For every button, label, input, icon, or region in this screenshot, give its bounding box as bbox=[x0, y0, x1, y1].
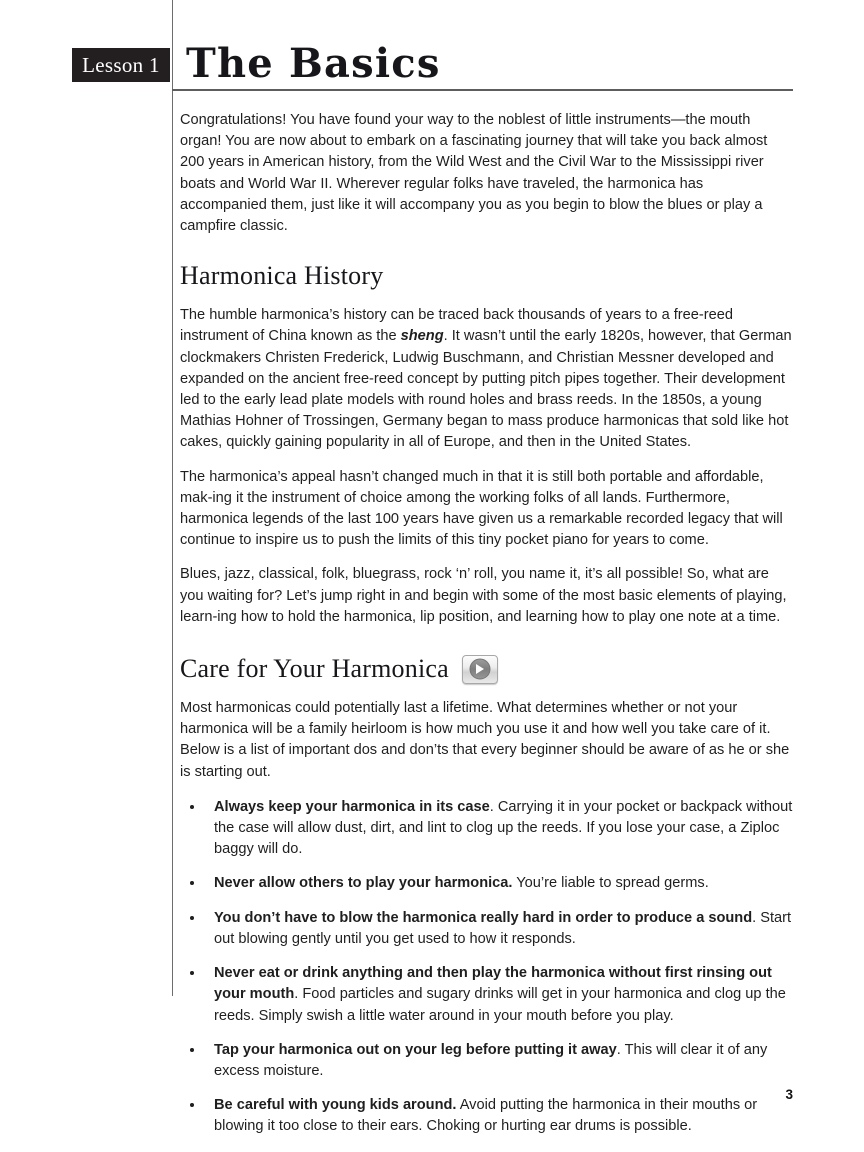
list-item bbox=[180, 908, 794, 950]
bullet-icon bbox=[190, 881, 194, 885]
page-title: The Basics bbox=[186, 40, 441, 87]
margin-vertical-rule bbox=[172, 0, 173, 996]
list-item bbox=[180, 1040, 794, 1082]
section-heading-label: Harmonica History bbox=[180, 261, 384, 291]
history-paragraph-3: Blues, jazz, classical, folk, bluegrass, rock ‘n’ roll, you name it, it’s all possible! So, what are you waiting for? Let’s jump right in and begin with some of the most basic elements of playing, learn-ing how to hold the harmonica, lip position, and learning how to play one note at a time. bbox=[180, 566, 787, 625]
bullet-icon bbox=[190, 805, 194, 809]
page-number: 3 bbox=[785, 1087, 793, 1102]
section-heading-harmonica-history bbox=[180, 261, 794, 291]
list-item bbox=[180, 963, 794, 1027]
title-divider bbox=[172, 89, 793, 91]
care-intro-paragraph: Most harmonicas could potentially last a lifetime. What determines whether or not your harmonica will be a family heirloom is how much you use it and how well you take care of it. Below is a list of important dos and don’ts that every beginner should be aware of as he or she is starting out. bbox=[180, 700, 790, 780]
tip-lead: Never eat or drink anything and then play the harmonica without first rinsing out your mouth bbox=[214, 965, 772, 1003]
bullet-icon bbox=[190, 916, 194, 920]
tip-rest: . This will clear it of any excess moisture. bbox=[214, 1041, 768, 1079]
tip-lead: Always keep your harmonica in its case bbox=[214, 798, 490, 815]
tip-rest: You’re liable to spread germs. bbox=[512, 875, 709, 892]
section-heading-care-for-your-harmonica bbox=[180, 654, 794, 684]
tip-lead: Tap your harmonica out on your leg before putting it away bbox=[214, 1041, 617, 1058]
history-paragraph-1 bbox=[180, 305, 794, 453]
tip-lead: Never allow others to play your harmonica. bbox=[214, 875, 513, 892]
content-column bbox=[180, 110, 794, 1151]
intro-paragraph: Congratulations! You have found your way to the noblest of little instruments—the mouth organ! You are now about to embark on a fascinating journey that will take you back almost 200 years in American history, from the Wild West and the Civil War to the Mississippi river boats and World War II. Wherever regular folks have traveled, the harmonica has accompanied them, just like it will accompany you as you begin to blow the blues or play a campfire classic. bbox=[180, 112, 768, 235]
list-item bbox=[180, 797, 794, 861]
tip-rest: . Food particles and sugary drinks will get in your harmonica and clog up the reeds. Simply swish a little water around in your mouth before you play. bbox=[214, 986, 786, 1024]
bullet-icon bbox=[190, 1103, 194, 1107]
history-paragraph-1-part-1: The humble harmonica’s history can be traced back thousands of years to a free-reed instrument of China known as the bbox=[180, 307, 733, 345]
list-item bbox=[180, 1095, 794, 1137]
play-button-icon[interactable] bbox=[462, 655, 498, 684]
tip-rest: Avoid putting the harmonica in their mouths or blowing it too close to their ears. Choking or hurting ear drums is possible. bbox=[214, 1097, 758, 1135]
history-paragraph-1-part-2: . It wasn’t until the early 1820s, however, that German clockmakers Christen Frederick, Ludwig Buschmann, and Christian Messner developed and expanded on the ancient free-reed concept by putting pitch pipes together. Their development led to the early lead plate models with round holes and brass reeds. In the 1850s, a young Mathias Hohner of Trossingen, Germany began to mass produce harmonicas that sold like hot cakes, quickly gaining popularity in all of Europe, and then in the United States. bbox=[180, 328, 792, 451]
lesson-number-badge: Lesson 1 bbox=[72, 48, 170, 82]
tip-rest: . Carrying it in your pocket or backpack without the case will allow dust, dirt, and lint to clog up the reeds. If you lose your case, a Ziploc baggy will do. bbox=[214, 798, 793, 858]
history-emphasis-sheng: sheng bbox=[400, 328, 444, 345]
list-item bbox=[180, 873, 794, 894]
section-heading-label: Care for Your Harmonica bbox=[180, 654, 449, 684]
tip-lead: You don’t have to blow the harmonica really hard in order to produce a sound bbox=[214, 909, 753, 926]
tip-lead: Be careful with young kids around. bbox=[214, 1097, 457, 1114]
bullet-icon bbox=[190, 1048, 194, 1052]
tip-rest: . Start out blowing gently until you get used to how it responds. bbox=[214, 909, 792, 947]
bullet-icon bbox=[190, 971, 194, 975]
page-masthead bbox=[0, 40, 864, 102]
care-tips-list bbox=[180, 797, 794, 1138]
history-paragraph-2: The harmonica’s appeal hasn’t changed much in that it is still both portable and affordable, mak-ing it the instrument of choice among the working folks of all lands. Furthermore, harmonica legends of the last 100 years have given us a remarkable recorded legacy that will continue to inspire us to push the limits of this tiny pocket piano for years to come. bbox=[180, 468, 783, 549]
play-icon-triangle bbox=[476, 664, 484, 674]
